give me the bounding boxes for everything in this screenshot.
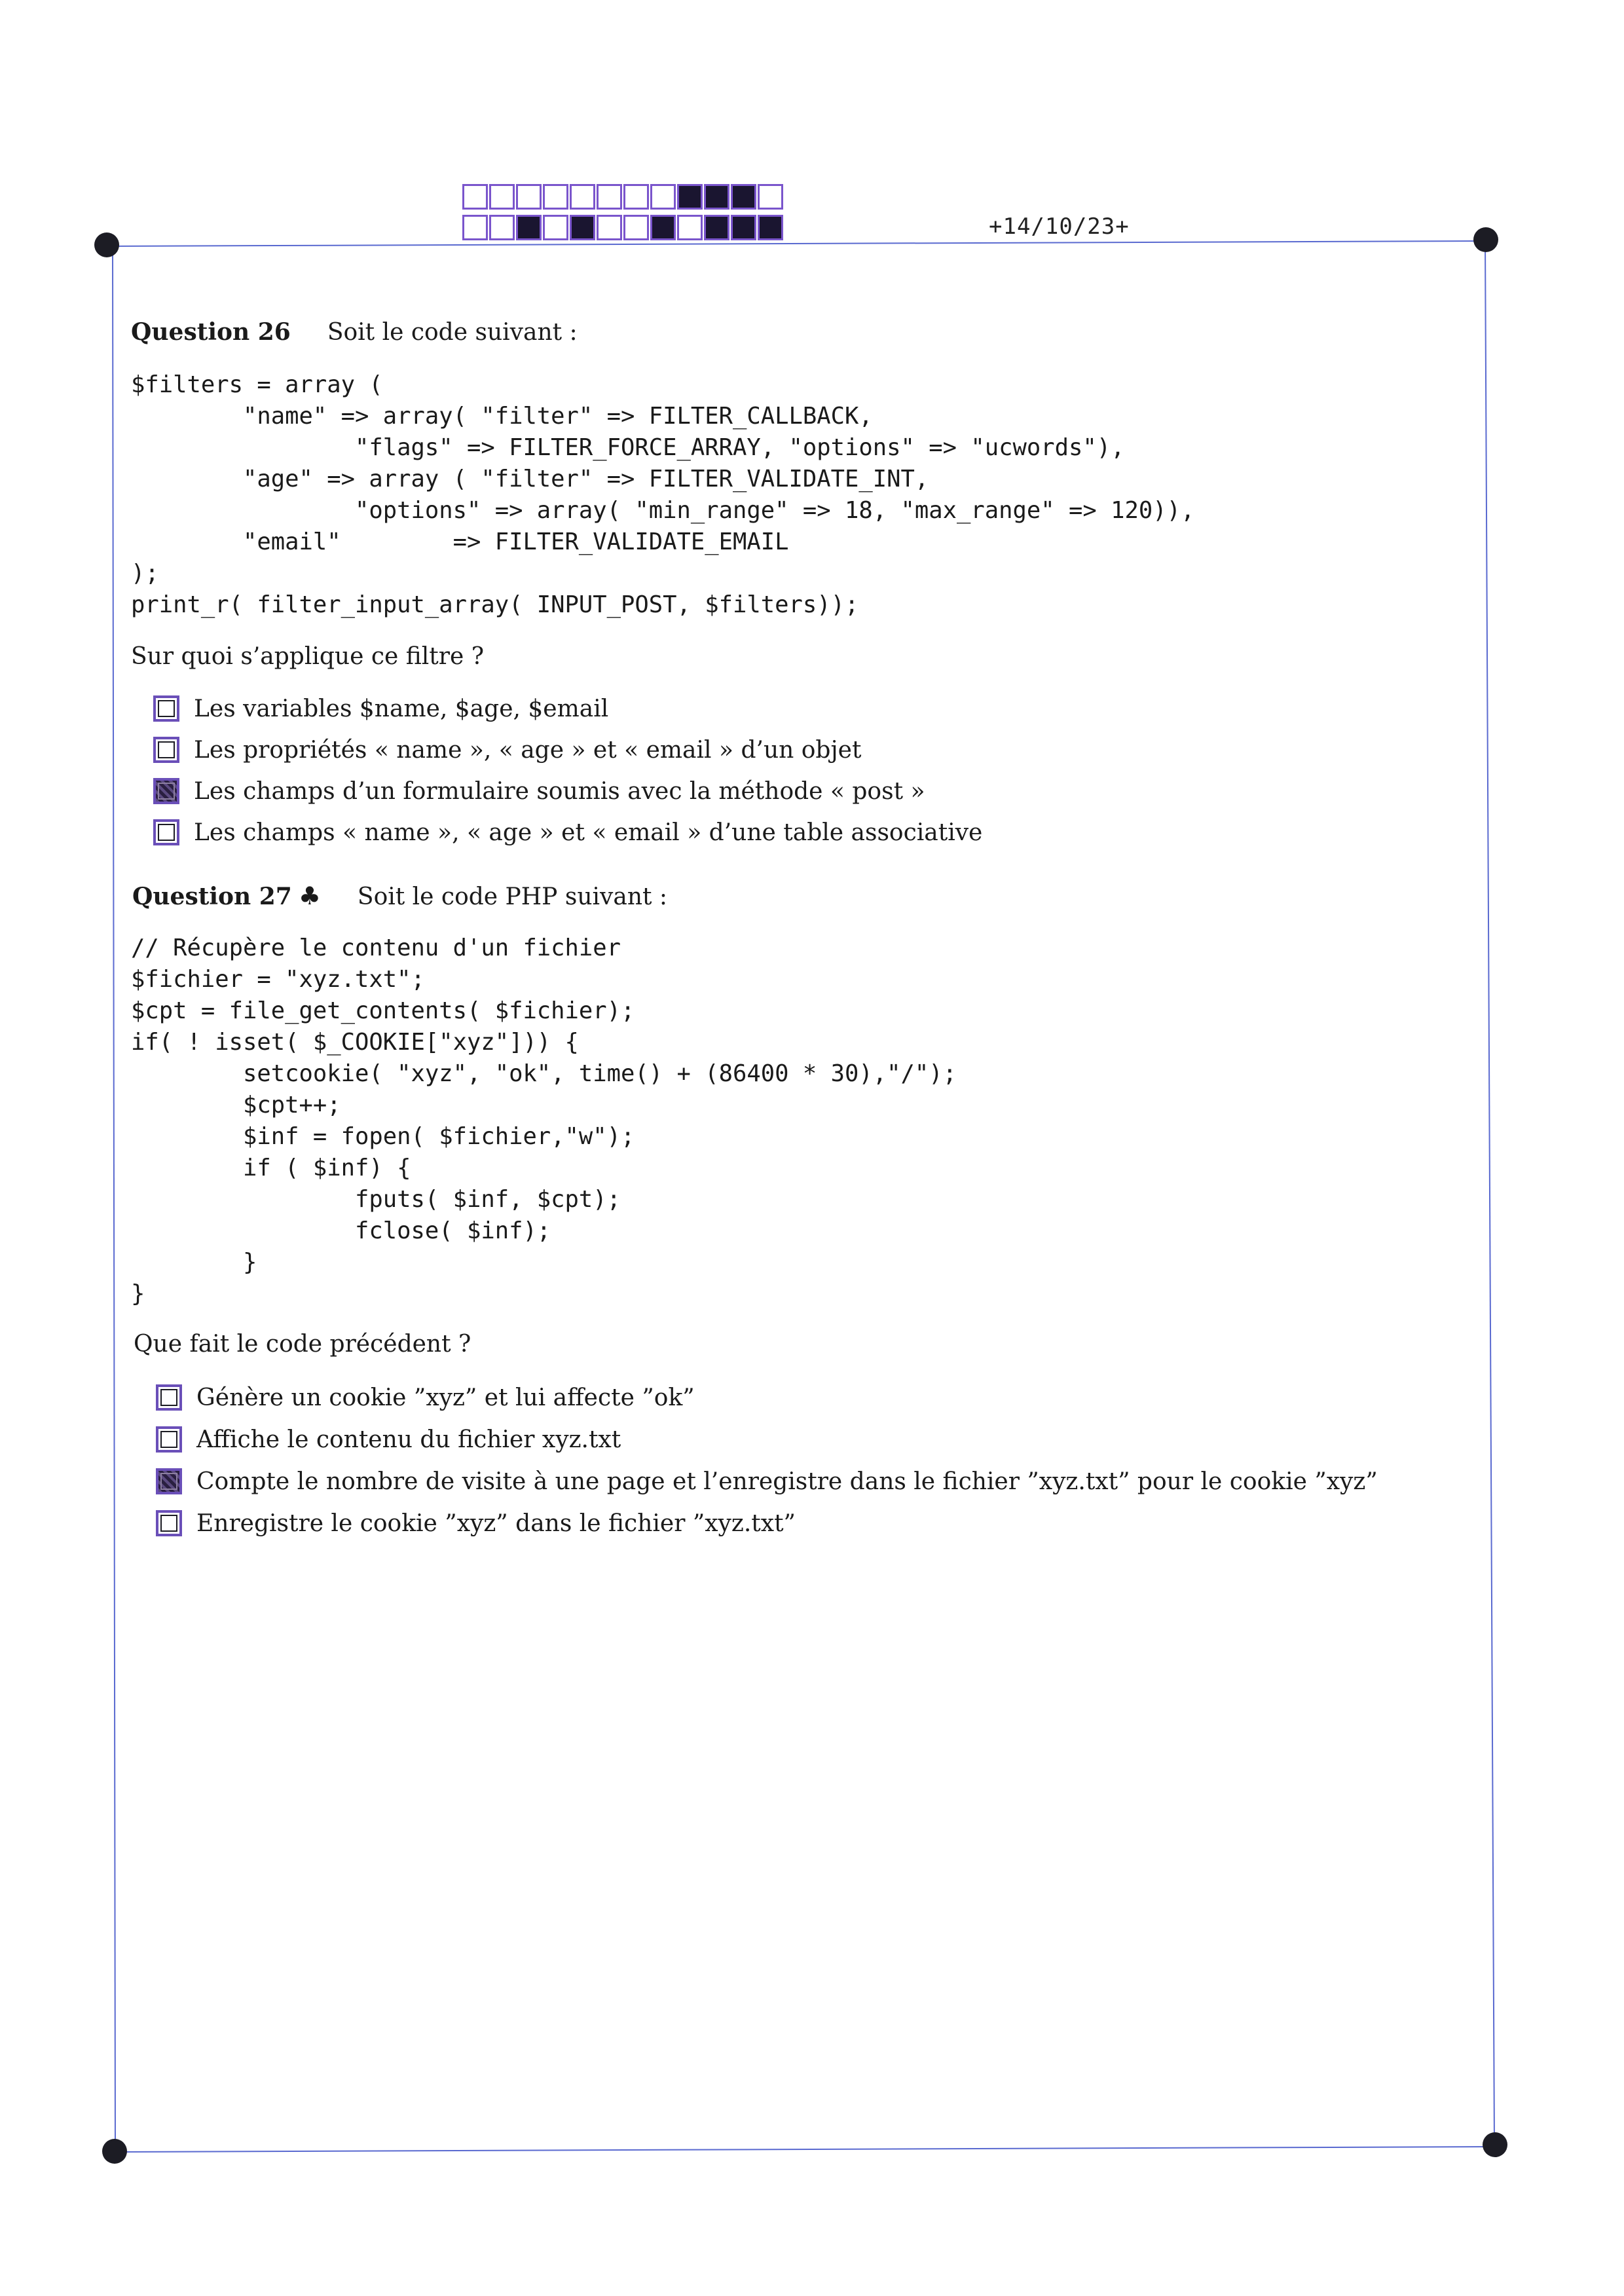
question-27-header: [132, 881, 667, 910]
corner-marker-top-left: [94, 232, 119, 257]
id-code-box: [489, 184, 515, 210]
exam-id: +14/10/23+: [989, 213, 1130, 240]
id-code-box: [597, 184, 622, 210]
id-code-box: [650, 184, 676, 210]
question-27-lead: Soit le code PHP suivant :: [357, 883, 668, 910]
id-code-box: [677, 184, 703, 210]
id-code-box: [677, 215, 703, 240]
q27-answer-4-label: Enregistre le cookie ”xyz” dans le fichier ”xyz.txt”: [196, 1509, 796, 1537]
question-26-title: Question 26: [131, 318, 291, 346]
id-code-box: [462, 215, 488, 240]
question-27-code: // Récupère le contenu d'un fichier $fichier = "xyz.txt"; $cpt = file_get_contents( $fichier); if( ! isset( $_COOKIE["xyz"])) { setcookie( "xyz", "ok", time() + (86400 * 30),"/"); $cpt++; $inf = fopen( $fichier,"w"); if ( $inf) { fputs( $inf, $cpt); fclose( $inf); } }: [131, 935, 957, 1307]
q27-answer-2-label: Affiche le contenu du fichier xyz.txt: [196, 1426, 621, 1453]
q27-answer-4[interactable]: [156, 1506, 796, 1540]
q26-answer-2-checkbox[interactable]: [153, 737, 179, 763]
q26-answer-4[interactable]: [153, 815, 982, 849]
id-code-boxes-row-1: [462, 184, 784, 210]
id-code-box: [758, 215, 783, 240]
id-code-box: [597, 215, 622, 240]
q26-answer-2-label: Les propriétés « name », « age » et « email » d’un objet: [194, 736, 862, 764]
id-code-box: [623, 215, 649, 240]
id-code-box: [704, 215, 729, 240]
q26-answer-4-checkbox[interactable]: [153, 819, 179, 845]
id-code-boxes-row-2: [462, 215, 784, 241]
q26-answer-1-label: Les variables $name, $age, $email: [194, 695, 609, 722]
q27-answer-2-checkbox[interactable]: [156, 1426, 182, 1453]
id-code-box: [758, 184, 783, 210]
q26-answer-3[interactable]: [153, 774, 925, 808]
q26-answer-4-label: Les champs « name », « age » et « email » d’une table associative: [194, 819, 983, 846]
q27-answer-1[interactable]: [156, 1380, 695, 1415]
id-code-box: [570, 184, 595, 210]
q26-answer-1[interactable]: [153, 692, 608, 726]
id-code-box: [543, 215, 568, 240]
q26-answer-1-checkbox[interactable]: [153, 695, 179, 722]
question-26-header: [131, 318, 578, 346]
question-26-lead: Soit le code suivant :: [327, 319, 578, 346]
id-code-box: [489, 215, 515, 240]
q26-answer-3-label: Les champs d’un formulaire soumis avec la méthode « post »: [194, 777, 925, 805]
question-26-code: $filters = array ( "name" => array( "filter" => FILTER_CALLBACK, "flags" => FILTER_FORCE_ARRAY, "options" => "ucwords"), "age" => array ( "filter" => FILTER_VALIDATE_INT, "options" => array( "min_range" => 18, "max_range" => 120)), "email" => FILTER_VALIDATE_EMAIL ); print_r( filter_input_array( INPUT_POST, $filters));: [131, 371, 1195, 618]
corner-marker-bottom-left: [102, 2139, 127, 2164]
id-code-box: [570, 215, 595, 240]
id-code-box: [462, 184, 488, 210]
id-code-box: [650, 215, 676, 240]
q27-answer-3[interactable]: [156, 1464, 1378, 1498]
q27-answer-3-label: Compte le nombre de visite à une page et l’enregistre dans le fichier ”xyz.txt” pour le cookie ”xyz”: [196, 1468, 1378, 1495]
question-26-prompt: Sur quoi s’applique ce filtre ?: [131, 643, 484, 670]
id-code-box: [516, 184, 542, 210]
q26-answer-2[interactable]: [153, 733, 861, 767]
id-code-box: [516, 215, 542, 240]
id-code-box: [543, 184, 568, 210]
club-icon: ♣: [298, 881, 321, 910]
corner-marker-bottom-right: [1483, 2132, 1507, 2157]
id-code-box: [731, 184, 756, 210]
corner-marker-top-right: [1473, 227, 1498, 252]
question-27-prompt: Que fait le code précédent ?: [134, 1331, 471, 1358]
q26-answer-3-checkbox[interactable]: [153, 778, 179, 804]
q27-answer-1-label: Génère un cookie ”xyz” et lui affecte ”ok”: [196, 1384, 695, 1411]
id-code-box: [704, 184, 729, 210]
id-code-box: [731, 215, 756, 240]
q27-answer-2[interactable]: [156, 1422, 621, 1456]
q27-answer-1-checkbox[interactable]: [156, 1384, 182, 1411]
question-27-title: Question 27: [132, 883, 292, 910]
id-code-box: [623, 184, 649, 210]
q27-answer-4-checkbox[interactable]: [156, 1510, 182, 1536]
q27-answer-3-checkbox[interactable]: [156, 1468, 182, 1494]
